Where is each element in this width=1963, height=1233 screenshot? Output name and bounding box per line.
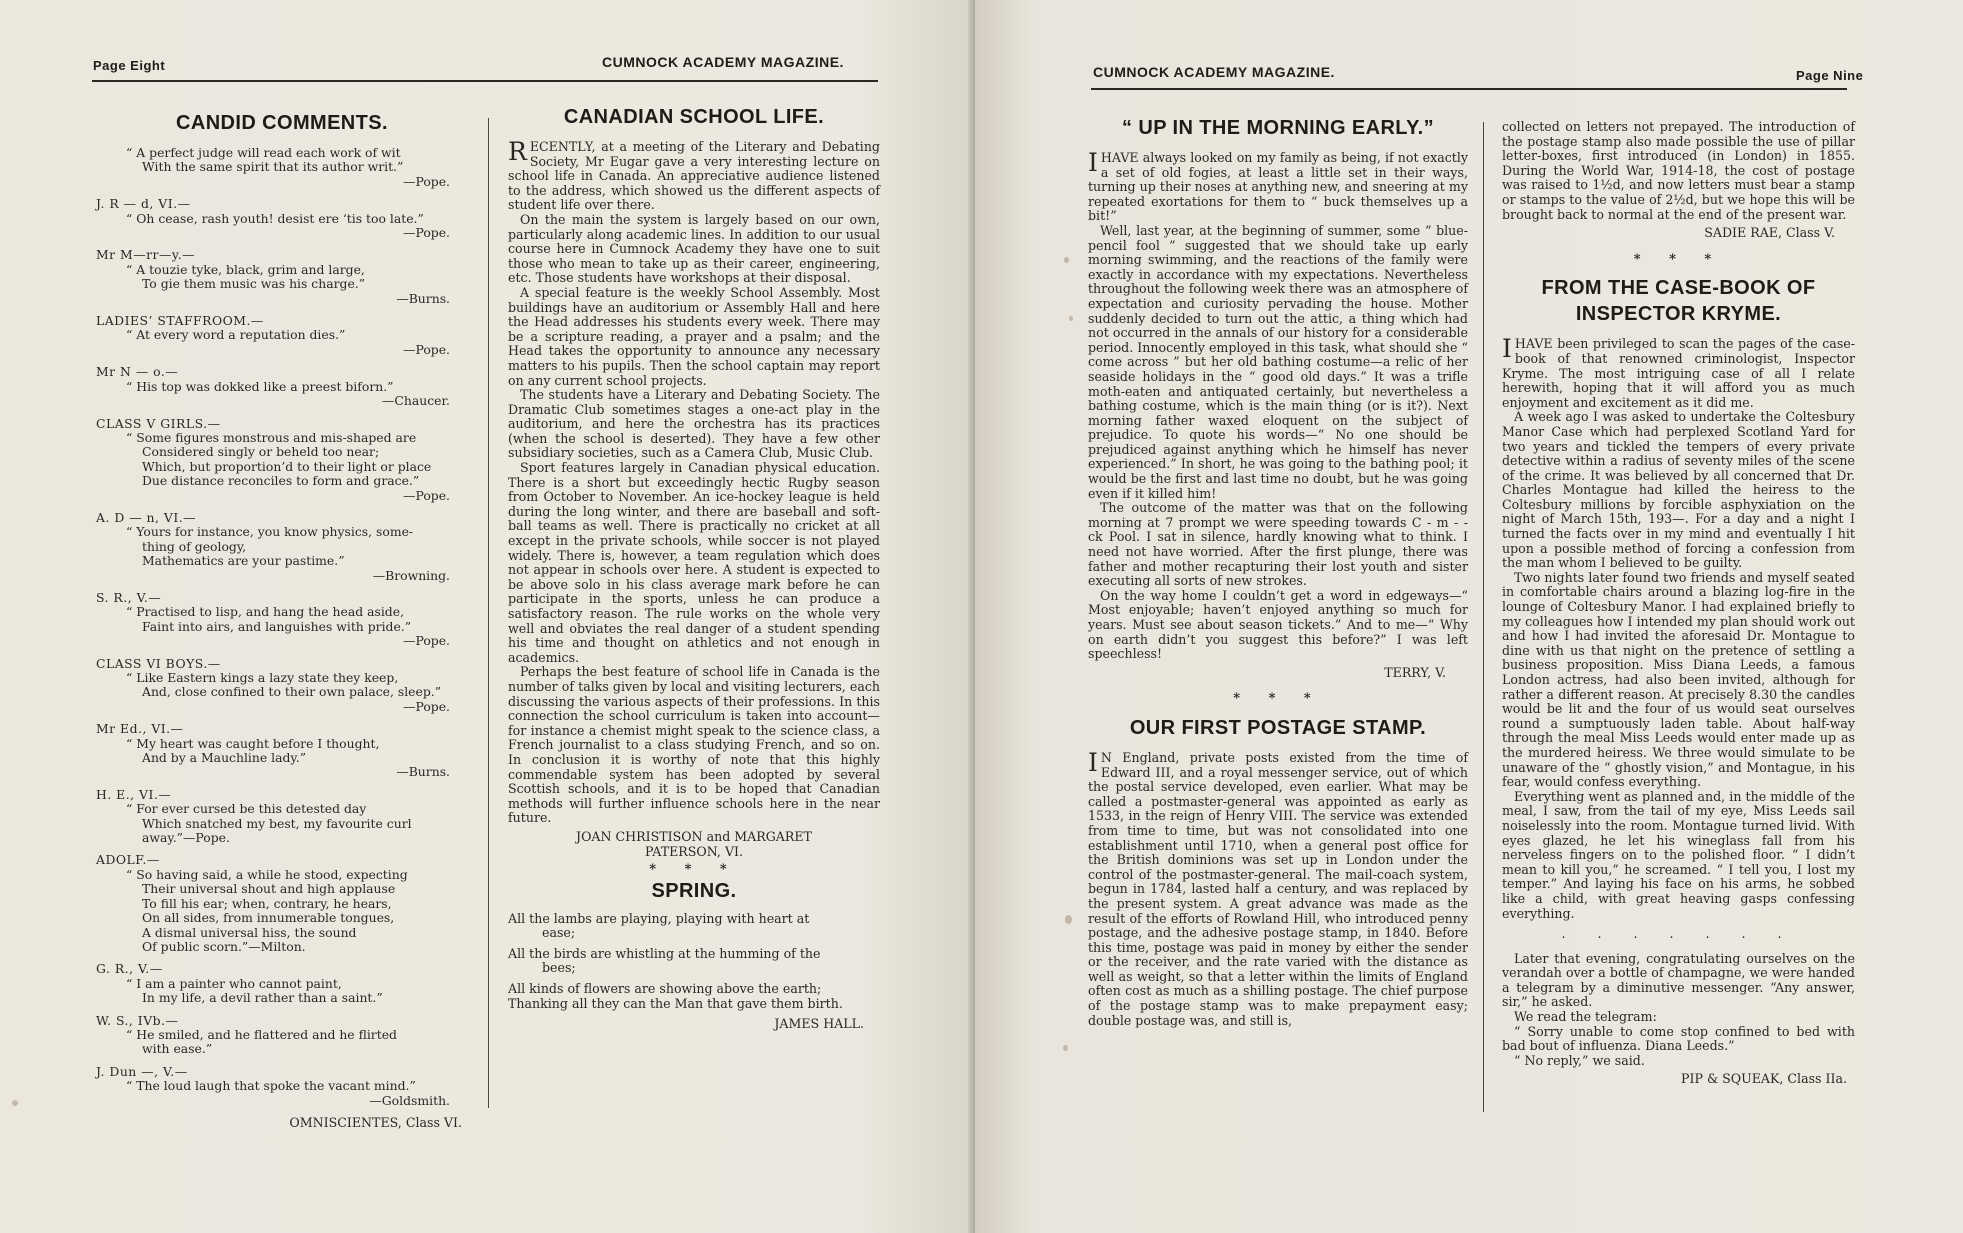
quote-line: Of public scorn.”—Milton. <box>142 938 306 954</box>
paper-spot <box>1063 1045 1068 1051</box>
quote-line: “ A touzie tyke, black, grim and large, <box>126 261 365 277</box>
comment-quote <box>96 802 468 845</box>
poem-line: ease; <box>542 925 576 941</box>
header-rule-right <box>1091 88 1847 90</box>
canadian-column <box>508 104 880 1032</box>
quote-line: A dismal universal hiss, the sound <box>142 924 357 940</box>
casebook-paragraph: “ Sorry unable to come stop confined to bed with bad bout of influenza. Diana Leeds.” <box>1502 1023 1855 1054</box>
epigraph-author: —Pope. <box>403 173 450 189</box>
candid-comments-signature: OMNISCIENTES, Class VI. <box>289 1114 462 1130</box>
quote-line: “ At every word a reputation dies.” <box>126 327 346 343</box>
comment-subject: CLASS VI BOYS.— <box>96 655 221 671</box>
candid-comments-column <box>96 110 468 1131</box>
page-number-left: Page Eight <box>93 58 166 73</box>
page-eight <box>0 0 975 1233</box>
comment-subject: Mr M—rr—y.— <box>96 247 196 263</box>
running-head-right: CUMNOCK ACADEMY MAGAZINE. <box>1093 64 1335 80</box>
comment-entry <box>96 657 468 715</box>
comment-subject: CLASS V GIRLS.— <box>96 415 221 431</box>
poem-line: Thanking all they can the Man that gave them birth. <box>508 995 843 1011</box>
quote-line: Due distance reconciles to form and grace.” <box>142 473 420 489</box>
canadian-paragraph: RECENTLY, at a meeting of the Literary and Debating Society, Mr Eugar gave a very interesting lecture on school life in Canada. An appreciative audience listened to the address, which showed us the different aspects of student life over there. <box>508 137 880 213</box>
stamp-signature: SADIE RAE, Class V. <box>1704 225 1835 241</box>
casebook-paragraph: We read the telegram: <box>1514 1009 1657 1025</box>
quote-author: —Burns. <box>396 764 450 780</box>
comment-quote <box>96 868 468 954</box>
stamp-title: OUR FIRST POSTAGE STAMP. <box>1129 716 1427 739</box>
quote-line: “ His top was dokked like a preest biforn.” <box>126 378 394 394</box>
quote-line: “ Some figures monstrous and mis-shaped are <box>126 429 417 445</box>
comment-quote <box>96 380 468 394</box>
morning-signature: TERRY, V. <box>1384 664 1446 680</box>
candid-comments-title: CANDID COMMENTS. <box>176 112 388 134</box>
section-stars: * * * <box>1633 251 1724 267</box>
paper-spot <box>1065 915 1072 924</box>
comment-subject: Mr N — o.— <box>96 364 179 380</box>
morning-title: “ UP IN THE MORNING EARLY.” <box>1122 117 1434 139</box>
comment-subject: LADIES’ STAFFROOM.— <box>96 313 264 329</box>
quote-line: To gie them music was his charge.” <box>142 276 366 292</box>
casebook-paragraph: Later that evening, congratulating ourselves on the verandah over a bottle of champagne, we were handed a telegram by a diminutive messenger. “Any answer, sir,” he asked. <box>1502 950 1855 1010</box>
casebook-paragraph: Two nights later found two friends and myself seated in comfortable chairs around a blazing log-fire in the lounge of Coltesbury Manor. I had explained briefly to my colleagues how I intended my plan should work out and how I had invited the aforesaid Dr. Montague to dine with us that night on the pretence of settling a business proposition. Miss Diana Leeds, a famous London actress, had also been invited, although for rather a different reason. At precisely 8.30 the candles would be lit and the four of us would seat ourselves round a sumptuously laden table. About half-way through the meal Miss Leeds would enter made up as the murdered heiress. We three would simulate to be unaware of the “ ghostly vision,” and Montague, in his fear, would confess everything. <box>1502 569 1855 790</box>
epigraph-line: With the same spirit that its author writ.” <box>142 159 404 175</box>
comment-quote <box>96 737 468 766</box>
canadian-signature-1: JOAN CHRISTISON and MARGARET <box>576 828 812 844</box>
spring-signature: JAMES HALL. <box>774 1016 864 1032</box>
canadian-paragraph: On the main the system is largely based on our own, particularly along academic lines. In addition to our usual course here in Cumnock Academy they have one to suit those who mean to take up as their career, engineering, etc. Those students have workshops at their disposal. <box>508 211 880 286</box>
comment-subject: S. R., V.— <box>96 589 162 605</box>
quote-author: —Pope. <box>403 225 450 241</box>
quote-author: —Pope. <box>403 633 450 649</box>
quote-line: “ So having said, a while he stood, expecting <box>126 866 408 882</box>
quote-author: —Goldsmith. <box>369 1092 450 1108</box>
canadian-paragraph: Sport features largely in Canadian physical education. There is a short but exceedingly hectic Rugby season from October to November. An ice-hockey league is held during the long winter, and there are baseball and soft-ball teams as well. There is practically no cricket at all except in the private schools, while soccer is not played widely. There is, however, a team regulation which does not appear in schools over here. A student is expected to be above solo in his class average mark before he can participate in the sports, unless he can produce a satisfactory reason. The rule works on the whole very well and obviates the real danger of a student spending his time and thought on athletics and not enough in academics. <box>508 460 880 665</box>
stamp-paragraph-continued: collected on letters not prepayed. The introduction of the postage stamp also made possible the use of pillar letter-boxes, first introduced (in London) in 1855. During the World War, 1914-18, the cost of postage was raised to 1½d, and now letters must bear a stamp or stamps to the value of 2½d, but we hope this will be brought back to normal at the end of the present war. <box>1502 119 1855 222</box>
morning-column <box>1088 115 1468 1028</box>
quote-author: —Burns. <box>396 290 450 306</box>
page-nine <box>975 0 1963 1233</box>
comment-entry <box>96 853 468 954</box>
casebook-paragraph: A week ago I was asked to undertake the Coltesbury Manor Case which had perplexed Scotland Yard for two years and tickled the tempers of every private detective within a radius of seventy miles of the scene of the crime. It was believed by all concerned that Dr. Charles Montague had killed the heiress to the Coltesbury millions by forcible asphyxiation on the night of March 15th, 193—. For a day and a night I turned the facts over in my mind and eventually I hit upon a possible method of forcing a confession from the man whom I believed to be guilty. <box>1502 409 1855 571</box>
comment-entries <box>96 197 468 1108</box>
quote-line: “ I am a painter who cannot paint, <box>126 975 342 991</box>
comment-quote <box>96 263 468 292</box>
comment-quote <box>96 605 468 634</box>
morning-paragraph: IHAVE always looked on my family as being, if not exactly a set of old fogies, at least a little set in their ways, turning up their noses at anything new, and sneering at my repeated exortations for them to “ buck themselves up a bit!” <box>1088 148 1468 224</box>
morning-paragraph: The outcome of the matter was that on the following morning at 7 prompt we were speeding towards C - m - - ck Pool. I sat in silence, hardly knowing what to think. I need not have worried. After the first plunge, there was father and mother recapturing their lost youth and sister executing all sorts of new strokes. <box>1088 500 1468 589</box>
comment-entry <box>96 511 468 583</box>
quote-author: —Chaucer. <box>382 393 450 409</box>
column-divider-right <box>1483 122 1484 1112</box>
quote-line: Their universal shout and high applause <box>142 881 396 897</box>
canadian-signature-2: PATERSON, VI. <box>644 843 744 859</box>
quote-line: Which snatched my best, my favourite curl <box>142 815 412 831</box>
comment-entry <box>96 591 468 649</box>
casebook-paragraph: Everything went as planned and, in the middle of the meal, I saw, from the tail of my eye, Miss Leeds sail noiselessly into the room. Montague turned livid. With eyes glazed, he let his wineglass fall from his nerveless fingers on to the polished floor. “ I didn’t mean to kill you,” he screamed. “ I tell you, I lost my temper.” And laying his face on his arms, he sobbed like a child, with great heaving gasps confessing everything. <box>1502 788 1855 921</box>
quote-line: “ The loud laugh that spoke the vacant mind.” <box>126 1078 416 1094</box>
column-divider-left <box>488 118 489 1108</box>
quote-line: “ Practised to lisp, and hang the head aside, <box>126 604 405 620</box>
comment-quote <box>96 1028 468 1057</box>
comment-quote <box>96 212 468 226</box>
section-stars: * * * <box>649 862 739 878</box>
quote-line: with ease.” <box>142 1041 213 1057</box>
comment-entry <box>96 197 468 240</box>
comment-subject: Mr Ed., VI.— <box>96 721 184 737</box>
poem-line: All the birds are whistling at the humming of the <box>508 945 821 961</box>
paper-spot <box>1069 316 1073 321</box>
quote-line: “ For ever cursed be this detested day <box>126 801 367 817</box>
comment-subject: J. R — d, VI.— <box>96 196 191 212</box>
quote-line: And, close confined to their own palace, sleep.” <box>142 684 442 700</box>
comment-entry <box>96 962 468 1005</box>
comment-quote <box>96 431 468 489</box>
morning-paragraph: On the way home I couldn’t get a word in edgeways—“ Most enjoyable; haven’t enjoyed anything so much for years. Must see about season tickets.” And to me—“ Why on earth didn’t you suggest this before?” I was left speechless! <box>1088 587 1468 662</box>
comment-quote <box>96 671 468 700</box>
quote-line: To fill his ear; when, contrary, he hears, <box>142 895 392 911</box>
quote-line: away.”—Pope. <box>142 830 230 846</box>
quote-line: Considered singly or beheld too near; <box>142 444 380 460</box>
quote-line: “ My heart was caught before I thought, <box>126 735 380 751</box>
quote-author: —Pope. <box>403 487 450 503</box>
quote-author: —Browning. <box>372 567 450 583</box>
comment-quote <box>96 328 468 342</box>
quote-line: “ Yours for instance, you know physics, some- <box>126 524 414 540</box>
quote-line: Mathematics are your pastime.” <box>142 553 345 569</box>
comment-entry <box>96 1014 468 1057</box>
quote-author: —Pope. <box>403 341 450 357</box>
casebook-title-line2: INSPECTOR KRYME. <box>1575 303 1782 326</box>
quote-line: In my life, a devil rather than a saint.” <box>142 990 383 1006</box>
comment-entry <box>96 788 468 846</box>
paper-spot <box>1064 257 1069 263</box>
comment-entry <box>96 1065 468 1108</box>
comment-subject: H. E., VI.— <box>96 786 172 802</box>
comment-entry <box>96 314 468 357</box>
comment-entry <box>96 365 468 408</box>
poem-line: All the lambs are playing, playing with heart at <box>508 910 810 926</box>
stamp-paragraph: IN England, private posts existed from the time of Edward III, and a royal messenger service, out of which the postal service developed, even earlier. What may be called a postmaster-general was appointed as early as 1533, in the reign of Henry VIII. The service was extended from time to time, but was not consolidated into one establishment until 1710, when a general post office for the British dominions was set up in London under the control of the postmaster-general. The mail-coach system, begun in 1784, lasted half a century, and was replaced by the present system. A great advance was made as the result of the efforts of Rowland Hill, who introduced penny postage, and the adhesive postage stamp, in 1840. Before this time, postage was paid in money by either the sender or the receiver, and the rate varied with the distance as well as weight, so that a letter within the limits of England often cost as much as a shilling postage. The chief purpose of the postage stamp was to make prepayment easy; double postage was, and still is, <box>1088 747 1468 1028</box>
quote-line: “ Like Eastern kings a lazy state they keep, <box>126 670 399 685</box>
comment-subject: J. Dun —, V.— <box>96 1063 188 1079</box>
page-number-right: Page Nine <box>1796 68 1864 83</box>
comment-quote <box>96 1079 468 1093</box>
casebook-title-line1: FROM THE CASE-BOOK OF <box>1541 277 1816 300</box>
canadian-paragraph: The students have a Literary and Debating Society. The Dramatic Club sometimes stages a one-act play in the auditorium, and here the orchestra has its practices (when the school is deserted). They have a few other subsidiary societies, such as a Camera Club, Music Club. <box>508 387 880 461</box>
poem-line: bees; <box>542 960 576 976</box>
section-stars: * * * <box>1233 691 1323 707</box>
comment-subject: A. D — n, VI.— <box>96 509 197 525</box>
casebook-paragraph: “ No reply,” we said. <box>1514 1052 1645 1068</box>
comment-quote <box>96 525 468 568</box>
casebook-signature: PIP & SQUEAK, Class IIa. <box>1681 1071 1847 1087</box>
casebook-paragraph: IHAVE been privileged to scan the pages of the case-book of that renowned criminologist, Inspector Kryme. The most intriguing case of all I relate herewith, hoping that it will afford you as much enjoyment and excitement as it did me. <box>1502 334 1855 410</box>
comment-subject: G. R., V.— <box>96 961 163 977</box>
quote-line: “ He smiled, and he flattered and he flirted <box>126 1026 397 1042</box>
paper-spot <box>12 1100 18 1106</box>
comment-quote <box>96 977 468 1006</box>
canadian-paragraph: A special feature is the weekly School Assembly. Most buildings have an auditorium or Assembly Hall and here the Head addresses his students every week. There may be a scripture reading, a prayer and a psalm; and the Head takes the opportunity to announce any necessary matters to his pupils. Then the school captain may report on any current school projects. <box>508 284 880 388</box>
comment-entry <box>96 417 468 503</box>
comment-entry <box>96 722 468 780</box>
quote-line: “ Oh cease, rash youth! desist ere ‘tis too late.” <box>126 210 424 226</box>
comment-entry <box>96 248 468 306</box>
spring-title: SPRING. <box>651 879 737 902</box>
poem-line: All kinds of flowers are showing above the earth; <box>508 981 822 997</box>
spring-poem <box>508 912 880 1012</box>
casebook-column <box>1502 120 1855 1087</box>
quote-line: On all sides, from innumerable tongues, <box>142 910 395 926</box>
morning-paragraph: Well, last year, at the beginning of summer, some “ blue-pencil fool ” suggested that we should take up early morning swimming, and the reactions of the family were exactly in accordance with my expectations. Nevertheless throughout the following week there was an atmosphere of expectation and curiosity pervading the house. Mother suddenly decided to turn out the attic, a thing which had not occurred in the annals of our history for a considerable period. Innocently employed in this task, what should she “ come across ” but her old bathing costume—a relic of her seaside holidays in the “ good old days.” It was a trifle moth-eaten and antiquated certainly, but nevertheless a bathing costume, which is the main thing (or is it?). Next morning father waxed eloquent on the subject of prejudice. To quote his words—“ No one should be prejudiced against anything which he himself has never experienced.” In short, he was going to the bathing pool; it would be the first and last time no doubt, but he was going even if it killed him! <box>1088 222 1468 501</box>
epigraph-line: “ A perfect judge will read each work of wit <box>126 145 401 160</box>
canadian-title: CANADIAN SCHOOL LIFE. <box>563 106 825 128</box>
quote-line: Which, but proportion’d to their light or place <box>142 458 432 474</box>
epigraph <box>96 146 468 189</box>
header-rule-left <box>92 80 878 82</box>
quote-line: And by a Mauchline lady.” <box>142 750 307 766</box>
quote-line: Faint into airs, and languishes with pride.” <box>142 618 412 634</box>
quote-author: —Pope. <box>403 698 450 714</box>
section-dots: . . . . . . . <box>1561 926 1796 942</box>
running-head-left: CUMNOCK ACADEMY MAGAZINE. <box>602 54 844 70</box>
comment-subject: ADOLF.— <box>96 852 160 868</box>
comment-subject: W. S., IVb.— <box>96 1012 179 1028</box>
canadian-paragraph: Perhaps the best feature of school life in Canada is the number of talks given by local and visiting lecturers, each discussing the various aspects of their professions. In this connection the school curriculum is taken into account—for instance a chemist might speak to the science class, a French journalist to a class studying French, and so on. In conclusion it is worthy of note that this highly commendable system has been adopted by several Scottish schools, and it is to be hoped that Canadian methods will further influence schools here in the near future. <box>508 664 880 826</box>
quote-line: thing of geology, <box>142 538 247 554</box>
